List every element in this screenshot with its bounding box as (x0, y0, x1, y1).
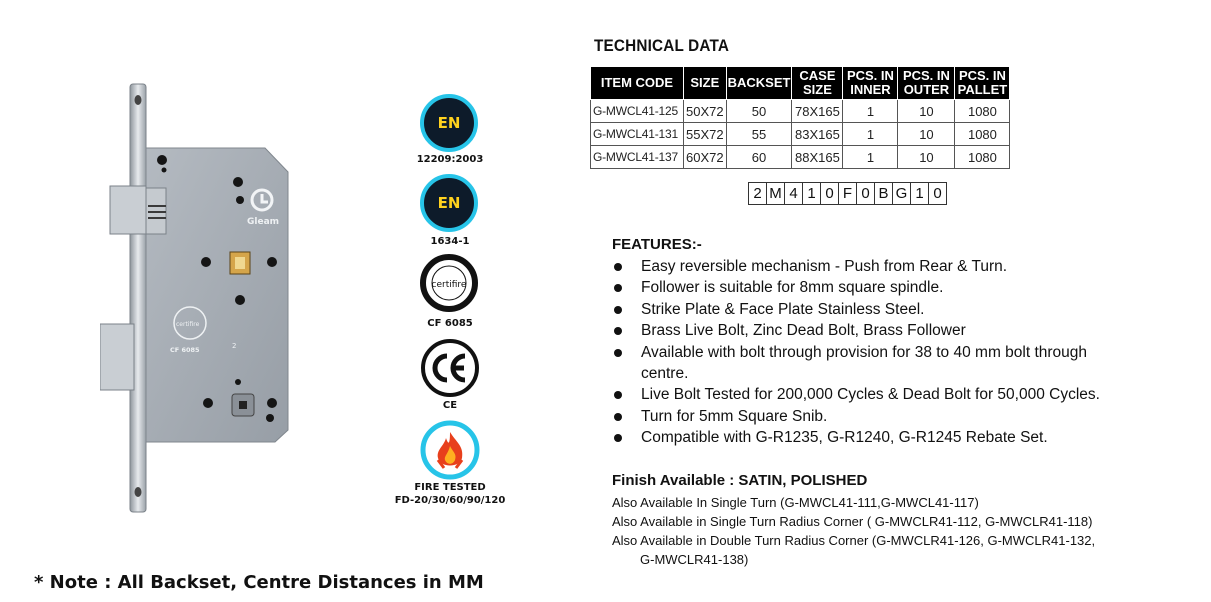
cell-backset: 55 (726, 123, 792, 146)
list-item: Compatible with G-R1235, G-R1240, G-R1245 Rebate Set. (612, 427, 1132, 448)
finish-line: Also Available In Single Turn (G-MWCL41-111,G-MWCL41-117) (612, 495, 979, 510)
svg-text:certifire: certifire (431, 280, 467, 290)
footnote: * Note : All Backset, Centre Distances in MM (34, 572, 484, 593)
features-list (612, 256, 1132, 449)
ce-mark-icon (420, 338, 480, 398)
list-item: Live Bolt Tested for 200,000 Cycles & Dead Bolt for 50,000 Cycles. (612, 384, 1132, 405)
cell-pcs-pallet: 1080 (955, 146, 1010, 169)
finish-title: Finish Available : SATIN, POLISHED (612, 472, 868, 489)
code-char: 1 (910, 182, 929, 205)
cell-backset: 50 (726, 100, 792, 123)
fire-tested-icon (420, 420, 480, 480)
code-char: F (838, 182, 857, 205)
lock-cert-text: certifire (176, 321, 200, 328)
cell-pcs-inner: 1 (843, 123, 898, 146)
ce-caption: CE (442, 400, 458, 411)
col-backset: BACKSET (726, 67, 792, 100)
table-header-row (591, 67, 1010, 100)
lock-brand-text: Gleam (247, 217, 280, 227)
en-standard-caption: 1634-1 (430, 236, 470, 247)
code-char: 0 (820, 182, 839, 205)
cell-pcs-inner: 1 (843, 100, 898, 123)
table-row (591, 123, 1010, 146)
code-char: 2 (748, 182, 767, 205)
features-title: FEATURES:- (612, 236, 702, 253)
cell-size: 50X72 (684, 100, 727, 123)
certifire-badge-icon (420, 254, 478, 312)
col-case-size: CASE SIZE (792, 67, 843, 100)
lock-mark-text: 2 (232, 342, 237, 350)
technical-data-title: TECHNICAL DATA (594, 36, 730, 55)
cell-case-size: 83X165 (792, 123, 843, 146)
list-item: Strike Plate & Face Plate Stainless Steel. (612, 299, 1132, 320)
cell-item-code: G-MWCL41-125 (591, 100, 684, 123)
col-pcs-inner: PCS. IN INNER (843, 67, 898, 100)
cell-case-size: 88X165 (792, 146, 843, 169)
col-item-code: ITEM CODE (591, 67, 684, 100)
finish-line: Also Available in Single Turn Radius Corner ( G-MWCLR41-112, G-MWCLR41-118) (612, 514, 1093, 529)
code-char: 4 (784, 182, 803, 205)
list-item: Turn for 5mm Square Snib. (612, 406, 1132, 427)
cell-size: 60X72 (684, 146, 727, 169)
col-pcs-outer: PCS. IN OUTER (898, 67, 955, 100)
fire-tested-caption: FIRE TESTED (414, 482, 486, 493)
cell-pcs-pallet: 1080 (955, 123, 1010, 146)
col-size: SIZE (684, 67, 727, 100)
code-char: 0 (928, 182, 947, 205)
cell-pcs-inner: 1 (843, 146, 898, 169)
list-item: Easy reversible mechanism - Push from Rear & Turn. (612, 256, 1132, 277)
mortice-lock-image (100, 80, 310, 520)
en-badge-icon: EN (420, 94, 478, 152)
code-char: G (892, 182, 911, 205)
finish-line: Also Available in Double Turn Radius Corner (G-MWCLR41-126, G-MWCLR41-132, (612, 533, 1096, 548)
fire-tested-ratings: FD-20/30/60/90/120 (394, 495, 506, 506)
en-standard-caption: 12209:2003 (416, 154, 484, 165)
table-row (591, 100, 1010, 123)
cell-item-code: G-MWCL41-131 (591, 123, 684, 146)
code-char: 1 (802, 182, 821, 205)
en-badge-icon: EN (420, 174, 478, 232)
certifire-caption: CF 6085 (427, 318, 473, 329)
cell-pcs-pallet: 1080 (955, 100, 1010, 123)
cell-size: 55X72 (684, 123, 727, 146)
table-row (591, 146, 1010, 169)
code-char: M (766, 182, 785, 205)
cell-pcs-outer: 10 (898, 146, 955, 169)
cell-backset: 60 (726, 146, 792, 169)
cell-item-code: G-MWCL41-137 (591, 146, 684, 169)
lock-cert-code: CF 6085 (170, 346, 200, 354)
technical-data-table (590, 66, 1010, 169)
cell-pcs-outer: 10 (898, 100, 955, 123)
cell-pcs-outer: 10 (898, 123, 955, 146)
product-code-boxes (749, 182, 947, 205)
list-item: Follower is suitable for 8mm square spindle. (612, 277, 1132, 298)
code-char: B (874, 182, 893, 205)
cell-case-size: 78X165 (792, 100, 843, 123)
finish-line: G-MWCLR41-138) (640, 552, 749, 567)
code-char: 0 (856, 182, 875, 205)
list-item: Available with bolt through provision for 38 to 40 mm bolt through centre. (612, 342, 1132, 385)
list-item: Brass Live Bolt, Zinc Dead Bolt, Brass Follower (612, 320, 1132, 341)
col-pcs-pallet: PCS. IN PALLET (955, 67, 1010, 100)
